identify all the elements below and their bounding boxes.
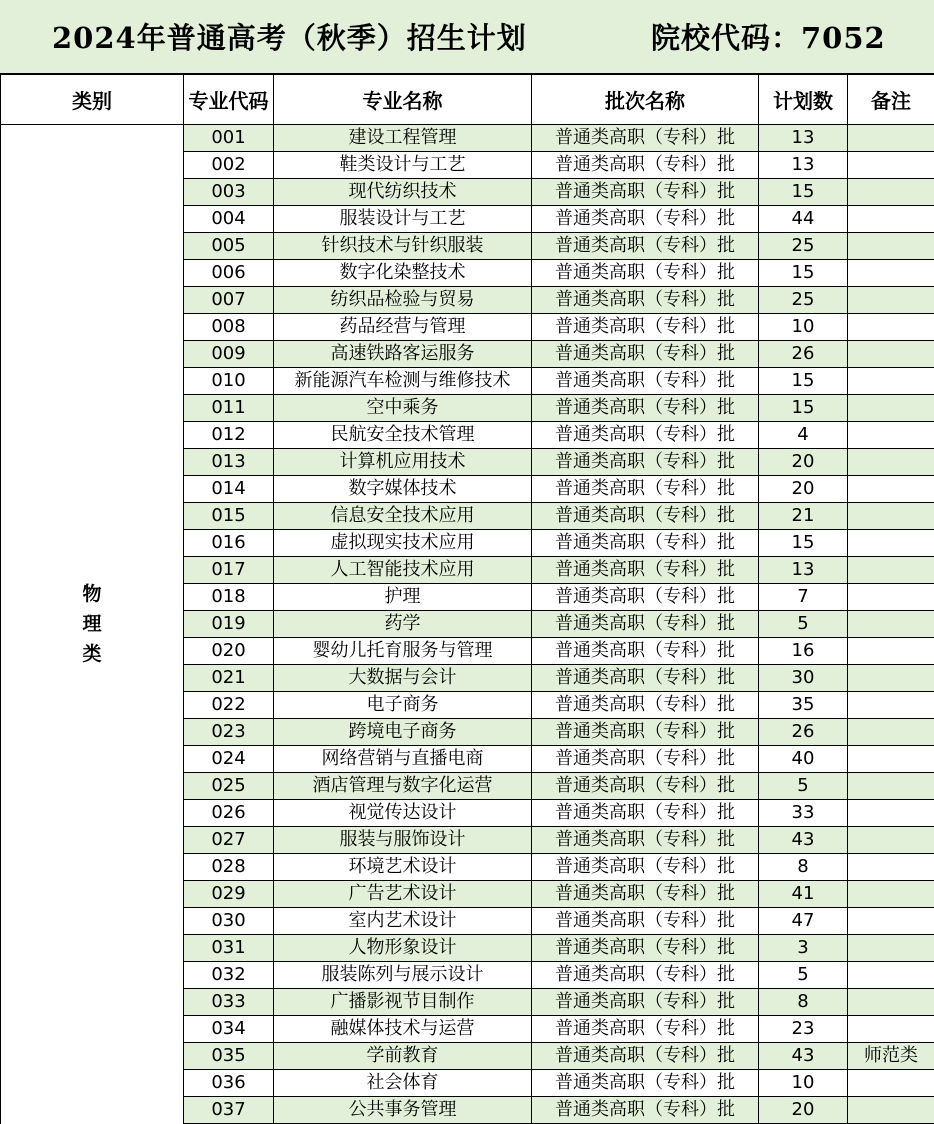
remark-cell — [848, 1016, 934, 1043]
batch-name-cell: 普通类高职（专科）批 — [532, 746, 759, 773]
major-code-cell: 014 — [184, 476, 274, 503]
remark-cell — [848, 611, 934, 638]
table-body — [1, 125, 934, 1124]
table-row — [1, 125, 934, 152]
major-code-cell: 006 — [184, 260, 274, 287]
column-header-category: 类别 — [1, 75, 184, 125]
batch-name-cell: 普通类高职（专科）批 — [532, 638, 759, 665]
plan-count-cell: 15 — [759, 260, 848, 287]
plan-count-cell: 15 — [759, 368, 848, 395]
batch-name-cell: 普通类高职（专科）批 — [532, 422, 759, 449]
plan-count-cell: 7 — [759, 584, 848, 611]
batch-name-cell: 普通类高职（专科）批 — [532, 827, 759, 854]
remark-cell — [848, 287, 934, 314]
remark-cell — [848, 854, 934, 881]
remark-cell — [848, 881, 934, 908]
major-name-cell: 虚拟现实技术应用 — [274, 530, 532, 557]
major-name-cell: 广播影视节目制作 — [274, 989, 532, 1016]
batch-name-cell: 普通类高职（专科）批 — [532, 692, 759, 719]
remark-cell — [848, 152, 934, 179]
plan-count-cell: 26 — [759, 341, 848, 368]
major-code-cell: 021 — [184, 665, 274, 692]
batch-name-cell: 普通类高职（专科）批 — [532, 773, 759, 800]
major-name-cell: 电子商务 — [274, 692, 532, 719]
major-code-cell: 031 — [184, 935, 274, 962]
column-header-remark: 备注 — [848, 75, 934, 125]
major-name-cell: 大数据与会计 — [274, 665, 532, 692]
plan-count-cell: 15 — [759, 179, 848, 206]
remark-cell — [848, 341, 934, 368]
remark-cell — [848, 476, 934, 503]
batch-name-cell: 普通类高职（专科）批 — [532, 476, 759, 503]
batch-name-cell: 普通类高职（专科）批 — [532, 125, 759, 152]
batch-name-cell: 普通类高职（专科）批 — [532, 800, 759, 827]
column-header-plan-count: 计划数 — [759, 75, 848, 125]
major-code-cell: 020 — [184, 638, 274, 665]
major-name-cell: 人物形象设计 — [274, 935, 532, 962]
batch-name-cell: 普通类高职（专科）批 — [532, 233, 759, 260]
plan-count-cell: 13 — [759, 557, 848, 584]
plan-count-cell: 41 — [759, 881, 848, 908]
batch-name-cell: 普通类高职（专科）批 — [532, 152, 759, 179]
major-code-cell: 003 — [184, 179, 274, 206]
plan-count-cell: 15 — [759, 530, 848, 557]
major-name-cell: 现代纺织技术 — [274, 179, 532, 206]
plan-count-cell: 47 — [759, 908, 848, 935]
category-label: 物理类 — [82, 583, 102, 666]
column-header-batch-name: 批次名称 — [532, 75, 759, 125]
major-name-cell: 高速铁路客运服务 — [274, 341, 532, 368]
page-title: 2024年普通高考（秋季）招生计划 — [52, 21, 527, 55]
batch-name-cell: 普通类高职（专科）批 — [532, 314, 759, 341]
batch-name-cell: 普通类高职（专科）批 — [532, 989, 759, 1016]
major-name-cell: 融媒体技术与运营 — [274, 1016, 532, 1043]
major-code-cell: 026 — [184, 800, 274, 827]
major-code-cell: 034 — [184, 1016, 274, 1043]
remark-cell — [848, 260, 934, 287]
major-code-cell: 028 — [184, 854, 274, 881]
remark-cell — [848, 746, 934, 773]
major-name-cell: 人工智能技术应用 — [274, 557, 532, 584]
major-name-cell: 公共事务管理 — [274, 1097, 532, 1124]
batch-name-cell: 普通类高职（专科）批 — [532, 665, 759, 692]
major-code-cell: 025 — [184, 773, 274, 800]
major-name-cell: 社会体育 — [274, 1070, 532, 1097]
plan-count-cell: 3 — [759, 935, 848, 962]
remark-cell — [848, 773, 934, 800]
remark-cell — [848, 638, 934, 665]
remark-cell — [848, 368, 934, 395]
remark-cell — [848, 233, 934, 260]
batch-name-cell: 普通类高职（专科）批 — [532, 854, 759, 881]
major-code-cell: 023 — [184, 719, 274, 746]
remark-cell — [848, 503, 934, 530]
remark-cell — [848, 665, 934, 692]
remark-cell — [848, 557, 934, 584]
batch-name-cell: 普通类高职（专科）批 — [532, 908, 759, 935]
batch-name-cell: 普通类高职（专科）批 — [532, 962, 759, 989]
remark-cell — [848, 962, 934, 989]
title-bar — [0, 0, 934, 74]
major-code-cell: 037 — [184, 1097, 274, 1124]
batch-name-cell: 普通类高职（专科）批 — [532, 260, 759, 287]
major-code-cell: 030 — [184, 908, 274, 935]
batch-name-cell: 普通类高职（专科）批 — [532, 1016, 759, 1043]
major-name-cell: 网络营销与直播电商 — [274, 746, 532, 773]
major-name-cell: 针织技术与针织服装 — [274, 233, 532, 260]
major-code-cell: 027 — [184, 827, 274, 854]
remark-cell — [848, 827, 934, 854]
batch-name-cell: 普通类高职（专科）批 — [532, 1043, 759, 1070]
major-code-cell: 015 — [184, 503, 274, 530]
remark-cell — [848, 449, 934, 476]
major-name-cell: 鞋类设计与工艺 — [274, 152, 532, 179]
batch-name-cell: 普通类高职（专科）批 — [532, 395, 759, 422]
school-code: 院校代码：7052 — [651, 21, 886, 55]
plan-count-cell: 21 — [759, 503, 848, 530]
plan-count-cell: 40 — [759, 746, 848, 773]
major-code-cell: 013 — [184, 449, 274, 476]
major-name-cell: 纺织品检验与贸易 — [274, 287, 532, 314]
major-code-cell: 004 — [184, 206, 274, 233]
plan-count-cell: 13 — [759, 152, 848, 179]
major-code-cell: 035 — [184, 1043, 274, 1070]
plan-count-cell: 13 — [759, 125, 848, 152]
major-code-cell: 022 — [184, 692, 274, 719]
major-name-cell: 新能源汽车检测与维修技术 — [274, 368, 532, 395]
major-code-cell: 012 — [184, 422, 274, 449]
batch-name-cell: 普通类高职（专科）批 — [532, 287, 759, 314]
batch-name-cell: 普通类高职（专科）批 — [532, 611, 759, 638]
major-code-cell: 018 — [184, 584, 274, 611]
category-cell — [1, 125, 184, 1124]
major-code-cell: 033 — [184, 989, 274, 1016]
major-name-cell: 服装与服饰设计 — [274, 827, 532, 854]
batch-name-cell: 普通类高职（专科）批 — [532, 935, 759, 962]
plan-count-cell: 43 — [759, 1043, 848, 1070]
batch-name-cell: 普通类高职（专科）批 — [532, 530, 759, 557]
plan-count-cell: 20 — [759, 449, 848, 476]
batch-name-cell: 普通类高职（专科）批 — [532, 206, 759, 233]
major-code-cell: 016 — [184, 530, 274, 557]
remark-cell — [848, 989, 934, 1016]
batch-name-cell: 普通类高职（专科）批 — [532, 449, 759, 476]
remark-cell — [848, 125, 934, 152]
batch-name-cell: 普通类高职（专科）批 — [532, 881, 759, 908]
plan-count-cell: 25 — [759, 287, 848, 314]
major-name-cell: 跨境电子商务 — [274, 719, 532, 746]
plan-count-cell: 5 — [759, 611, 848, 638]
batch-name-cell: 普通类高职（专科）批 — [532, 503, 759, 530]
plan-count-cell: 10 — [759, 1070, 848, 1097]
major-code-cell: 009 — [184, 341, 274, 368]
major-name-cell: 计算机应用技术 — [274, 449, 532, 476]
major-code-cell: 019 — [184, 611, 274, 638]
batch-name-cell: 普通类高职（专科）批 — [532, 719, 759, 746]
remark-cell — [848, 206, 934, 233]
major-code-cell: 002 — [184, 152, 274, 179]
remark-cell — [848, 395, 934, 422]
plan-count-cell: 33 — [759, 800, 848, 827]
major-name-cell: 服装陈列与展示设计 — [274, 962, 532, 989]
batch-name-cell: 普通类高职（专科）批 — [532, 341, 759, 368]
plan-count-cell: 26 — [759, 719, 848, 746]
major-name-cell: 视觉传达设计 — [274, 800, 532, 827]
remark-cell: 师范类 — [848, 1043, 934, 1070]
batch-name-cell: 普通类高职（专科）批 — [532, 557, 759, 584]
major-name-cell: 信息安全技术应用 — [274, 503, 532, 530]
remark-cell — [848, 1097, 934, 1124]
major-code-cell: 011 — [184, 395, 274, 422]
remark-cell — [848, 1070, 934, 1097]
major-code-cell: 008 — [184, 314, 274, 341]
major-name-cell: 广告艺术设计 — [274, 881, 532, 908]
batch-name-cell: 普通类高职（专科）批 — [532, 584, 759, 611]
plan-count-cell: 5 — [759, 962, 848, 989]
remark-cell — [848, 908, 934, 935]
batch-name-cell: 普通类高职（专科）批 — [532, 1097, 759, 1124]
plan-count-cell: 35 — [759, 692, 848, 719]
major-name-cell: 空中乘务 — [274, 395, 532, 422]
major-name-cell: 婴幼儿托育服务与管理 — [274, 638, 532, 665]
major-name-cell: 数字媒体技术 — [274, 476, 532, 503]
plan-count-cell: 23 — [759, 1016, 848, 1043]
major-code-cell: 010 — [184, 368, 274, 395]
remark-cell — [848, 179, 934, 206]
plan-count-cell: 15 — [759, 395, 848, 422]
major-code-cell: 005 — [184, 233, 274, 260]
major-code-cell: 036 — [184, 1070, 274, 1097]
column-header-major-code: 专业代码 — [184, 75, 274, 125]
major-code-cell: 032 — [184, 962, 274, 989]
remark-cell — [848, 422, 934, 449]
remark-cell — [848, 692, 934, 719]
remark-cell — [848, 800, 934, 827]
major-name-cell: 药品经营与管理 — [274, 314, 532, 341]
plan-count-cell: 20 — [759, 476, 848, 503]
plan-count-cell: 43 — [759, 827, 848, 854]
remark-cell — [848, 530, 934, 557]
table-header-row — [1, 75, 934, 125]
plan-count-cell: 25 — [759, 233, 848, 260]
plan-count-cell: 16 — [759, 638, 848, 665]
plan-count-cell: 8 — [759, 989, 848, 1016]
major-code-cell: 007 — [184, 287, 274, 314]
major-name-cell: 服装设计与工艺 — [274, 206, 532, 233]
major-name-cell: 环境艺术设计 — [274, 854, 532, 881]
major-name-cell: 建设工程管理 — [274, 125, 532, 152]
remark-cell — [848, 314, 934, 341]
remark-cell — [848, 719, 934, 746]
plan-count-cell: 8 — [759, 854, 848, 881]
column-header-major-name: 专业名称 — [274, 75, 532, 125]
major-code-cell: 017 — [184, 557, 274, 584]
plan-count-cell: 5 — [759, 773, 848, 800]
major-code-cell: 001 — [184, 125, 274, 152]
plan-count-cell: 20 — [759, 1097, 848, 1124]
major-name-cell: 民航安全技术管理 — [274, 422, 532, 449]
plan-count-cell: 10 — [759, 314, 848, 341]
major-name-cell: 室内艺术设计 — [274, 908, 532, 935]
batch-name-cell: 普通类高职（专科）批 — [532, 1070, 759, 1097]
major-code-cell: 024 — [184, 746, 274, 773]
batch-name-cell: 普通类高职（专科）批 — [532, 368, 759, 395]
plan-count-cell: 4 — [759, 422, 848, 449]
major-code-cell: 029 — [184, 881, 274, 908]
batch-name-cell: 普通类高职（专科）批 — [532, 179, 759, 206]
major-name-cell: 药学 — [274, 611, 532, 638]
major-name-cell: 酒店管理与数字化运营 — [274, 773, 532, 800]
plan-count-cell: 30 — [759, 665, 848, 692]
remark-cell — [848, 935, 934, 962]
remark-cell — [848, 584, 934, 611]
major-name-cell: 护理 — [274, 584, 532, 611]
plan-count-cell: 44 — [759, 206, 848, 233]
major-name-cell: 学前教育 — [274, 1043, 532, 1070]
enrollment-plan-table — [0, 74, 934, 1124]
major-name-cell: 数字化染整技术 — [274, 260, 532, 287]
